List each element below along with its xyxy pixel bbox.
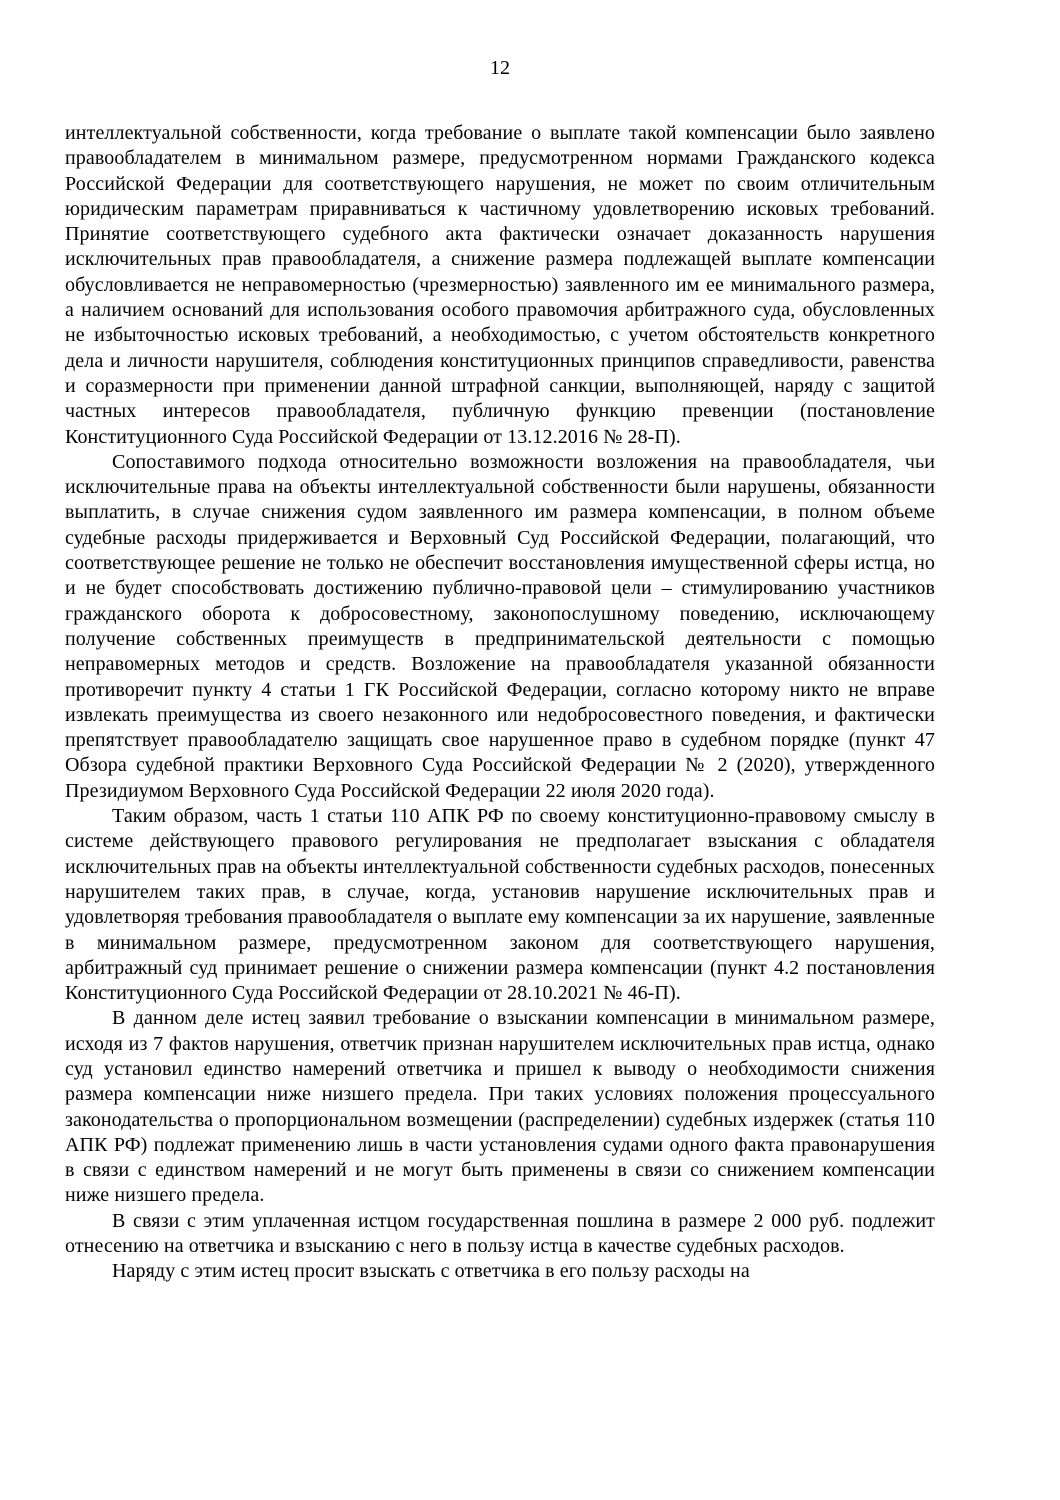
paragraph: Сопоставимого подхода относительно возможности возложения на правообладателя, чьи исключительные права на объекты интеллектуальной собственности были нарушены, обязанности выплатить, в случае снижения судом заявленного им размера компенсации, в полном объеме судебные расходы придерживается и Верховный Суд Российской Федерации, полагающий, что соответствующее решение не только не обеспечит восстановления имущественной сферы истца, но и не будет способствовать достижению публично-правовой цели – стимулированию участников гражданского оборота к добросовестному, законопослушному поведению, исключающему получение собственных преимуществ в предпринимательской деятельности с помощью неправомерных методов и средств. Возложение на правообладателя указанной обязанности противоречит пункту 4 статьи 1 ГК Российской Федерации, согласно которому никто не вправе извлекать преимущества из своего незаконного или недобросовестного поведения, и фактически препятствует правообладателю защищать свое нарушенное право в судебном порядке (пункт 47 Обзора судебной практики Верховного Суда Российской Федерации № 2 (2020), утвержденного Президиумом Верховного Суда Российской Федерации 22 июля 2020 года). <box>65 450 935 802</box>
paragraph: Таким образом, часть 1 статьи 110 АПК РФ по своему конституционно-правовому смыслу в системе действующего правового регулирования не предполагает взыскания с обладателя исключительных прав на объекты интеллектуальной собственности судебных расходов, понесенных нарушителем таких прав, в случае, когда, установив нарушение исключительных прав и удовлетворяя требования правообладателя о выплате ему компенсации за их нарушение, заявленные в минимальном размере, предусмотренном законом для соответствующего нарушения, арбитражный суд принимает решение о снижении размера компенсации (пункт 4.2 постановления Конституционного Суда Российской Федерации от 28.10.2021 № 46-П). <box>65 805 935 1005</box>
paragraph: интеллектуальной собственности, когда требование о выплате такой компенсации было заявлено правообладателем в минимальном размере, предусмотренном нормами Гражданского кодекса Российской Федерации для соответствующего нарушения, не может по своим отличительным юридическим параметрам приравниваться к частичному удовлетворению исковых требований. Принятие соответствующего судебного акта фактически означает доказанность нарушения исключительных прав правообладателя, а снижение размера подлежащей выплате компенсации обусловливается не неправомерностью (чрезмерностью) заявленного им ее минимального размера, а наличием оснований для использования особого правомочия арбитражного суда, обусловленных не избыточностью исковых требований, а необходимостью, с учетом обстоятельств конкретного дела и личности нарушителя, соблюдения конституционных принципов справедливости, равенства и соразмерности при применении данной штрафной санкции, выполняющей, наряду с защитой частных интересов правообладателя, публичную функцию превенции (постановление Конституционного Суда Российской Федерации от 13.12.2016 № 28-П). <box>65 122 935 448</box>
paragraph: Наряду с этим истец просит взыскать с ответчика в его пользу расходы на <box>112 1260 750 1283</box>
paragraph: В данном деле истец заявил требование о взыскании компенсации в минимальном размере, исходя из 7 фактов нарушения, ответчик признан нарушителем исключительных прав истца, однако суд установил единство намерений ответчика и пришел к выводу о необходимости снижения размера компенсации ниже низшего предела. При таких условиях положения процессуального законодательства о пропорциональном возмещении (распределении) судебных издержек (статья 110 АПК РФ) подлежат применению лишь в части установления судами одного факта правонарушения в связи с единством намерений и не могут быть применены в связи со снижением компенсации ниже низшего предела. <box>65 1007 935 1207</box>
paragraph: В связи с этим уплаченная истцом государственная пошлина в размере 2 000 руб. подлежит отнесению на ответчика и взысканию с него в пользу истца в качестве судебных расходов. <box>65 1209 935 1258</box>
document-body <box>65 121 935 1285</box>
page-number: 12 <box>490 57 510 79</box>
